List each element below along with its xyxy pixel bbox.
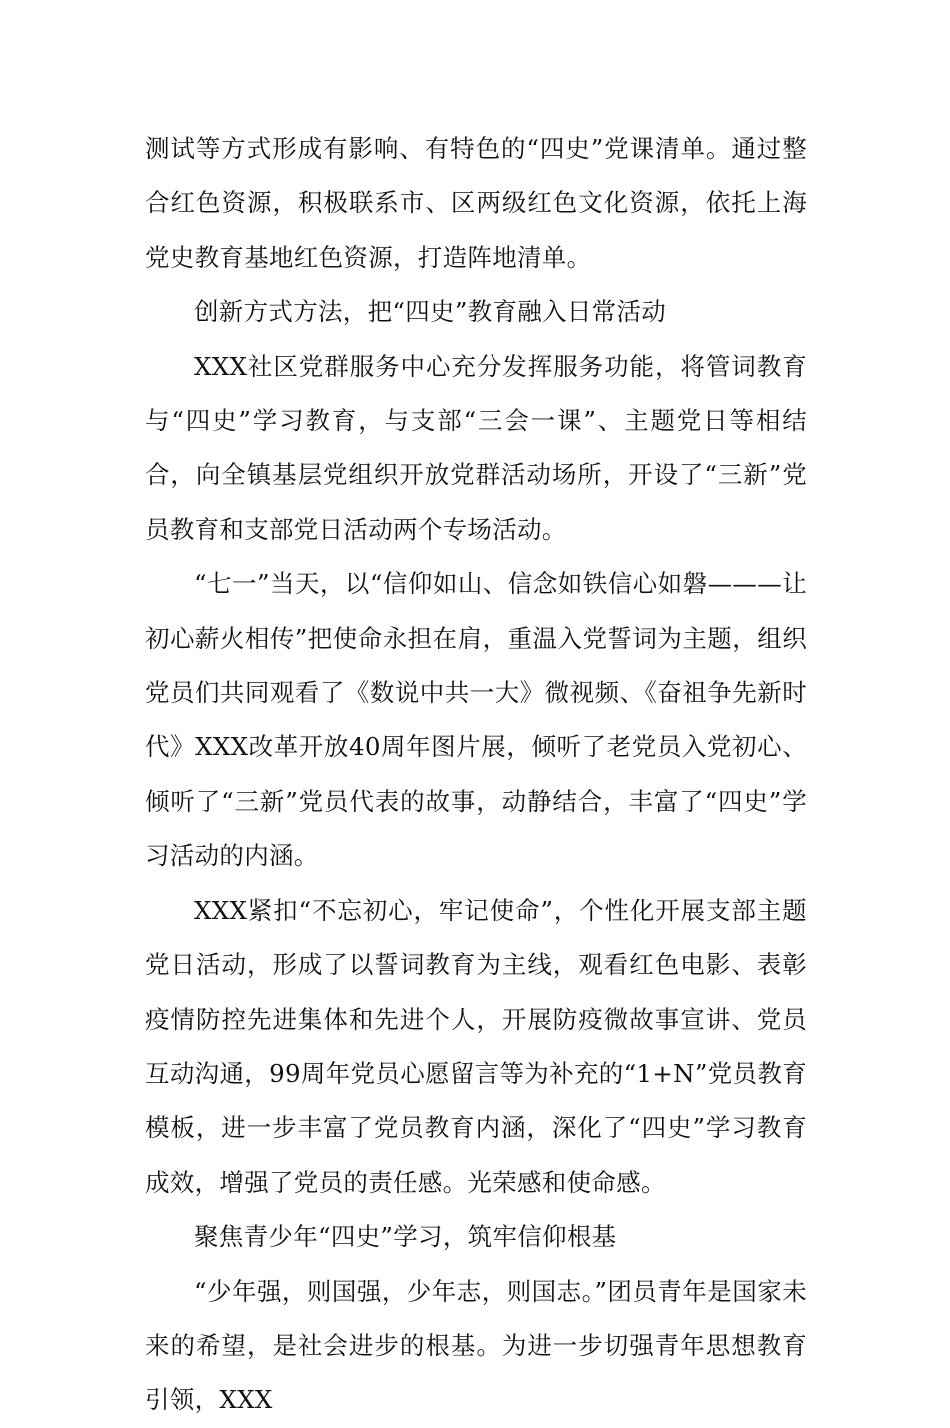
paragraph-community-center: XXX社区党群服务中心充分发挥服务功能，将管词教育与“四史”学习教育，与支部“三会一课”、主题党日等相结合，向全镇基层党组织开放党群活动场所，开设了“三新”党员教育和支部党日活动两个专场活动。 [145, 351, 807, 544]
document-body [145, 122, 807, 1428]
section-heading-innovation: 创新方式方法，把“四史”教育融入日常活动 [194, 297, 667, 327]
paragraph-party-day: XXX紧扣“不忘初心，牢记使命”，个性化开展支部主题党日活动，形成了以誓词教育为主线，观看红色电影、表彰疫情防控先进集体和先进个人，开展防疫微故事宣讲、党员互动沟通，99周年党员心愿留言等为补充的“1+N”党员教育模板，进一步丰富了党员教育内涵，深化了“四史”学习教育成效，增强了党员的责任感。光荣感和使命感。 [145, 895, 807, 1197]
paragraph-july-first: “七一”当天，以“信仰如山、信念如铁信心如磐———让初心薪火相传”把使命永担在肩，重温入党誓词为主题，组织党员们共同观看了《数说中共一大》微视频、《奋祖争先新时代》XXX改革开放40周年图片展，倾听了老党员入党初心、倾听了“三新”党员代表的故事，动静结合，丰富了“四史”学习活动的内涵。 [145, 569, 807, 871]
section-heading-youth: 聚焦青少年“四史”学习，筑牢信仰根基 [194, 1222, 617, 1252]
paragraph-continuation: 测试等方式形成有影响、有特色的“四史”党课清单。通过整合红色资源，积极联系市、区两级红色文化资源，依托上海党史教育基地红色资源，打造阵地清单。 [145, 134, 807, 272]
paragraph-youth: “少年强，则国强，少年志，则国志。”团员青年是国家未来的希望，是社会进步的根基。为进一步切强青年思想教育引领，XXX [145, 1276, 807, 1415]
